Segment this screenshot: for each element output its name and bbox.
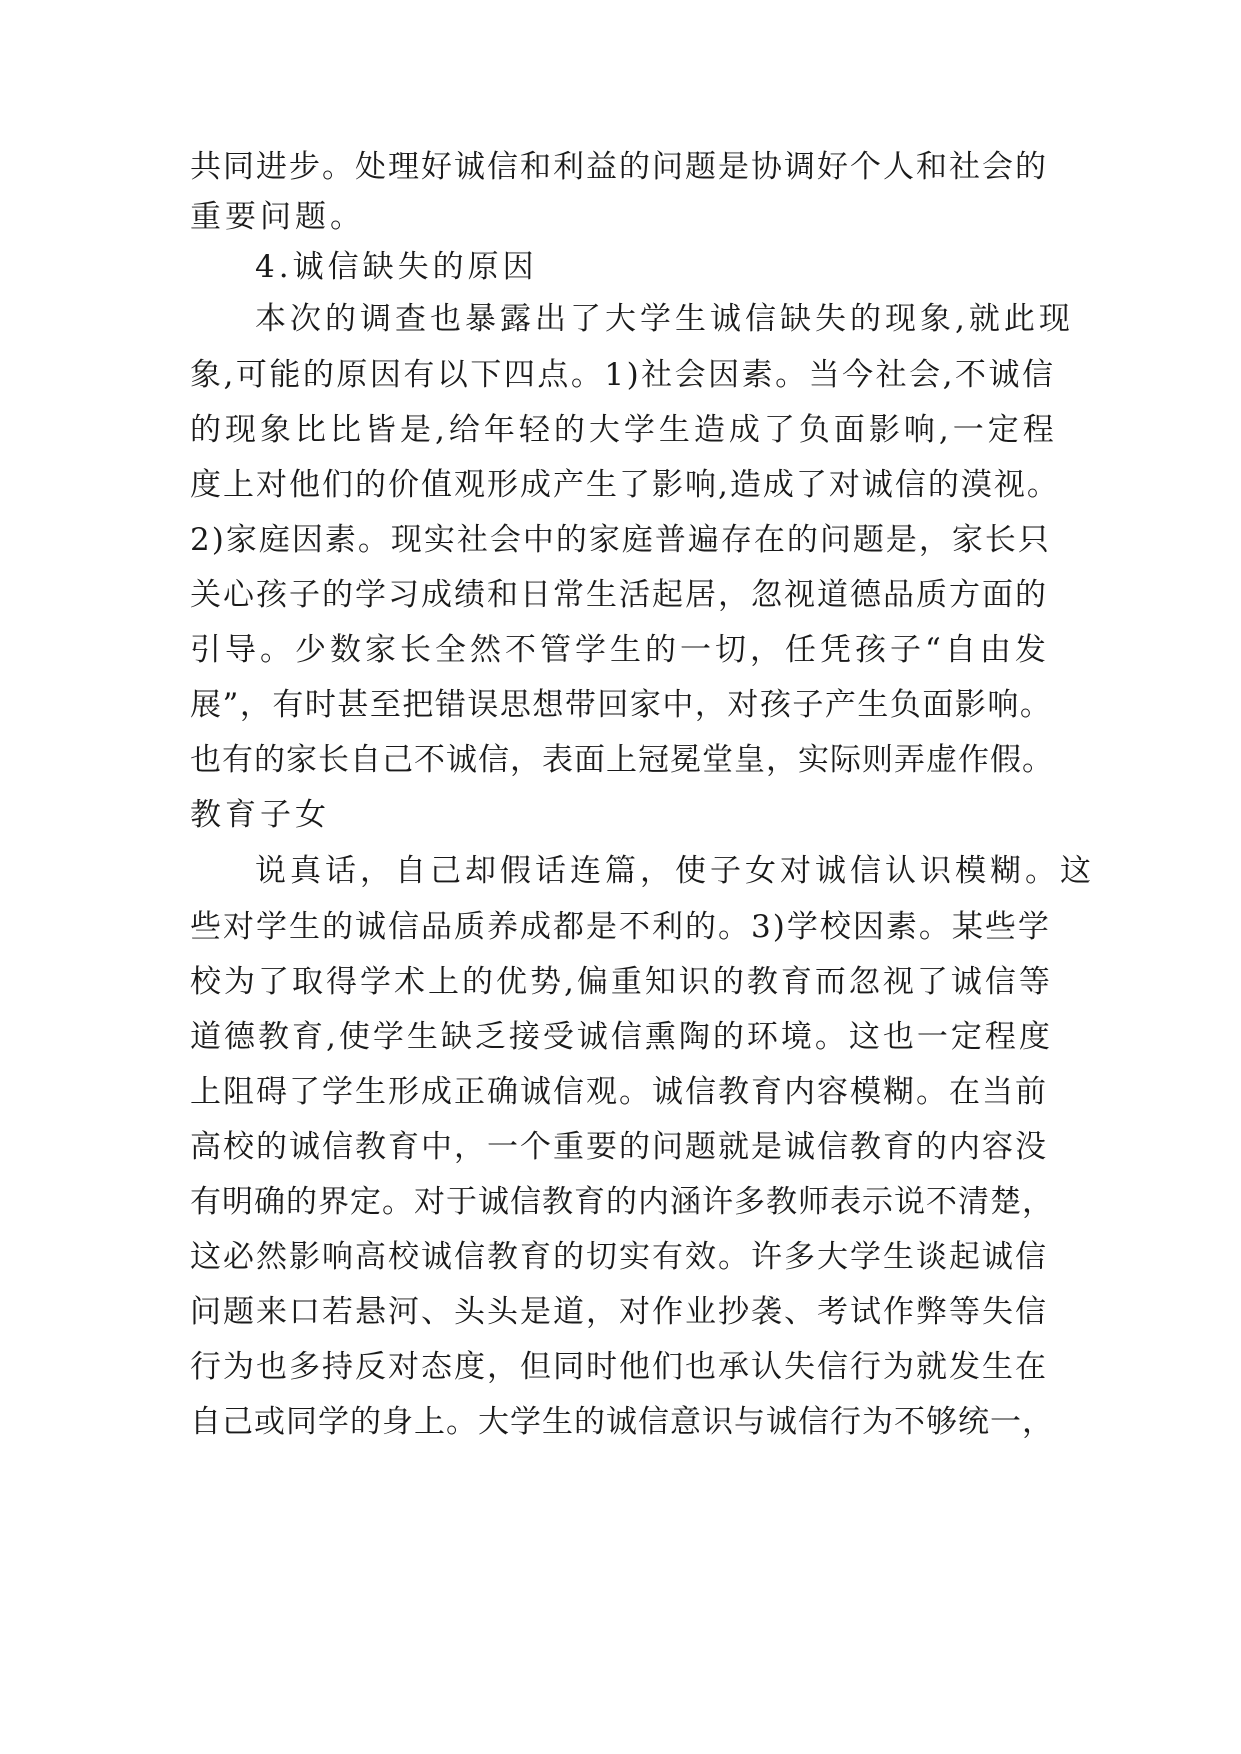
text-line: 关心孩子的学习成绩和日常生活起居，忽视道德品质方面的 (190, 577, 1048, 613)
text-line: 些对学生的诚信品质养成都是不利的。3)学校因素。某些学 (190, 909, 1051, 945)
text-line: 上阻碍了学生形成正确诚信观。诚信教育内容模糊。在当前 (190, 1074, 1048, 1110)
text-line: 共同进步。处理好诚信和利益的问题是协调好个人和社会的 (190, 149, 1048, 185)
paragraph-first-line: 本次的调查也暴露出了大学生诚信缺失的现象,就此现 (255, 301, 1074, 337)
text-line: 这必然影响高校诚信教育的切实有效。许多大学生谈起诚信 (190, 1239, 1048, 1275)
text-line: 问题来口若悬河、头头是道，对作业抄袭、考试作弊等失信 (190, 1294, 1048, 1330)
section-heading: 4.诚信缺失的原因 (255, 249, 538, 285)
text-line: 高校的诚信教育中，一个重要的问题就是诚信教育的内容没 (190, 1129, 1048, 1165)
text-line: 引导。少数家长全然不管学生的一切，任凭孩子“自由发 (190, 632, 1050, 668)
text-line: 道德教育,使学生缺乏接受诚信熏陶的环境。这也一定程度 (190, 1019, 1053, 1055)
text-line: 展”，有时甚至把错误思想带回家中，对孩子产生负面影响。 (190, 687, 1053, 723)
text-line: 有明确的界定。对于诚信教育的内涵许多教师表示说不清楚， (190, 1184, 1054, 1220)
text-line: 校为了取得学术上的优势,偏重知识的教育而忽视了诚信等 (190, 964, 1053, 1000)
text-line: 行为也多持反对态度，但同时他们也承认失信行为就发生在 (190, 1349, 1048, 1385)
text-line: 的现象比比皆是,给年轻的大学生造成了负面影响,一定程 (190, 412, 1058, 448)
text-line: 教育子女 (190, 797, 330, 833)
text-line: 重要问题。 (190, 199, 365, 235)
text-line: 象,可能的原因有以下四点。1)社会因素。当今社会,不诚信 (190, 357, 1056, 393)
text-line: 2)家庭因素。现实社会中的家庭普遍存在的问题是，家长只 (190, 522, 1051, 558)
paragraph-first-line: 说真话，自己却假话连篇，使子女对诚信认识模糊。这 (255, 853, 1095, 889)
text-line: 也有的家长自己不诚信，表面上冠冕堂皇，实际则弄虚作假。 (190, 742, 1054, 778)
text-line: 度上对他们的价值观形成产生了影响,造成了对诚信的漠视。 (190, 467, 1060, 503)
text-line: 自己或同学的身上。大学生的诚信意识与诚信行为不够统一， (190, 1404, 1054, 1440)
